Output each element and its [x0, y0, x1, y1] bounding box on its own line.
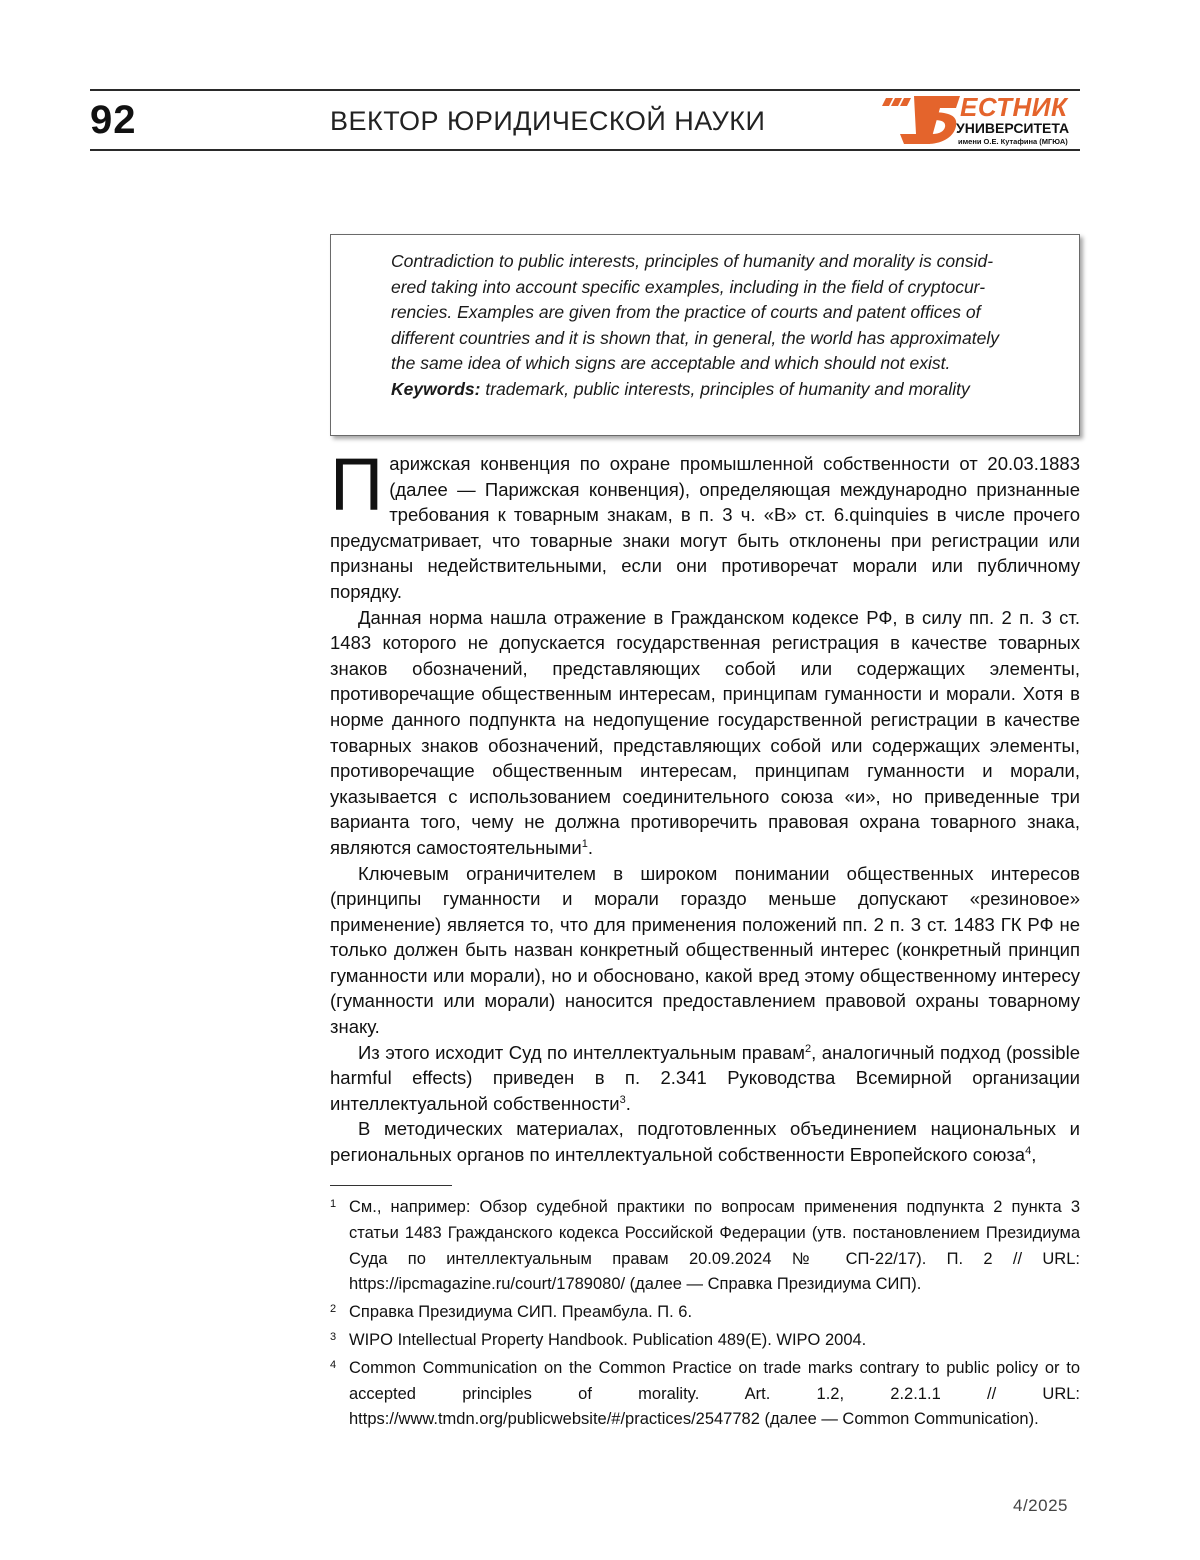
- footnote-number: 2: [330, 1300, 336, 1318]
- paragraph-5-end: ,: [1031, 1144, 1036, 1165]
- abstract-line: the same idea of which signs are acceptable and which should not exist.: [391, 351, 1029, 377]
- footnote-number: 3: [330, 1328, 336, 1346]
- keywords-line: [391, 377, 1029, 403]
- footnote-separator: [330, 1185, 452, 1186]
- page-number: 92: [90, 98, 137, 143]
- drop-cap: П: [330, 453, 383, 517]
- paragraph-2-end: .: [588, 837, 593, 858]
- paragraph-4-text-a: Из этого исходит Суд по интеллектуальным правам: [358, 1042, 805, 1063]
- paragraph-4-text-b: , аналогичный подход (possible harmful effects) приведен в п. 2.341 Руководства Всемирной организации интеллектуальной собственности: [330, 1042, 1080, 1114]
- article-body: [330, 451, 1080, 1168]
- issue-number: 4/2025: [1013, 1496, 1068, 1516]
- footnote: [330, 1328, 1080, 1354]
- header-rule-bottom: [90, 149, 1080, 151]
- footnote-text: Common Communication on the Common Practice on trade marks contrary to public policy or to accepted principles of morality. Art. 1.2, 2.2.1.1 // URL: https://www.tmdn.org/publicwebsite/#/practices/2547782 (далее — Common Communication).: [349, 1359, 1080, 1429]
- footnote: [330, 1195, 1080, 1298]
- footnote: [330, 1356, 1080, 1433]
- abstract-line: ered taking into account specific examples, including in the field of cryptocur-: [391, 275, 1029, 301]
- footnote-ref-2[interactable]: 2: [805, 1043, 811, 1055]
- paragraph-2: [330, 605, 1080, 861]
- paragraph-1-text: арижская конвенция по охране промышленной собственности от 20.03.1883 (далее — Парижская конвенция), определяющая международно признанные требования к товарным знакам, в п. 3 ч. «B» ст. 6.quinquies в числе прочего предусматривает, что товарные знаки могут быть отклонены при регистрации или признаны недействительными, если они противоречат морали или публичному порядку.: [330, 453, 1080, 602]
- paragraph-5-text: В методических материалах, подготовленных объединением национальных и региональных органов по интеллектуальной собственности Европейского союза: [330, 1118, 1080, 1165]
- abstract-line: Contradiction to public interests, principles of humanity and morality is consid-: [391, 249, 1029, 275]
- footnote-text: WIPO Intellectual Property Handbook. Publication 489(E). WIPO 2004.: [349, 1331, 866, 1349]
- paragraph-4-end: .: [626, 1093, 631, 1114]
- abstract-line: rencies. Examples are given from the practice of courts and patent offices of: [391, 300, 1029, 326]
- logo-tagline: имени О.Е. Кутафина (МГЮА): [958, 137, 1068, 146]
- footnote-ref-1[interactable]: 1: [582, 838, 588, 850]
- header-rule-top: [90, 89, 1080, 91]
- footnote-ref-3[interactable]: 3: [620, 1094, 626, 1106]
- logo-v-mark-icon: [880, 94, 964, 148]
- paragraph-5: [330, 1116, 1080, 1167]
- footnote-ref-4[interactable]: 4: [1025, 1145, 1031, 1157]
- footnote: [330, 1300, 1080, 1326]
- logo-subtitle: УНИВЕРСИТЕТА: [956, 120, 1069, 136]
- footnote-number: 1: [330, 1195, 336, 1213]
- logo-title: ЕСТНИК: [960, 92, 1067, 123]
- footnote-number: 4: [330, 1356, 336, 1374]
- paragraph-2-text: Данная норма нашла отражение в Гражданском кодексе РФ, в силу пп. 2 п. 3 ст. 1483 которого не допускается государственная регистрация в качестве товарных знаков обозначений, представляющих собой или содержащих элементы, противоречащие общественным интересам, принципам гуманности и морали. Хотя в норме данного подпункта на недопущение государственной регистрации в качестве товарных знаков обозначений, представляющих собой или содержащих элементы, противоречащие общественным интересам, принципам гуманности и морали, указывается с использованием соединительного союза «и», но приведенные три варианта того, чему не должна противоречить правовая охрана товарного знака, являются самостоятельными: [330, 607, 1080, 858]
- footnote-text: См., например: Обзор судебной практики по вопросам применения подпункта 2 пункта 3 статьи 1483 Гражданского кодекса Российской Федерации (утв. постановлением Президиума Суда по интеллектуальным правам 20.09.2024 № СП-22/17). П. 2 // URL: https://ipcmagazine.ru/court/1789080/ (далее — Справка Президиума СИП).: [349, 1198, 1080, 1293]
- footnote-text: Справка Президиума СИП. Преамбула. П. 6.: [349, 1303, 692, 1321]
- journal-section-title: ВЕКТОР ЮРИДИЧЕСКОЙ НАУКИ: [330, 106, 765, 137]
- footnotes: [330, 1195, 1080, 1435]
- paragraph-4: [330, 1040, 1080, 1117]
- paragraph-3: Ключевым ограничителем в широком понимании общественных интересов (принципы гуманности и морали гораздо меньше допускают «резиновое» применение) является то, что для применения положений пп. 2 п. 3 ст. 1483 ГК РФ не только должен быть назван конкретный общественный интерес (конкретный принцип гуманности или морали), но и обосновано, какой вред этому общественному интересу (гуманности или морали) наносится предоставлением правовой охраны товарному знаку.: [330, 861, 1080, 1040]
- abstract-line: different countries and it is shown that, in general, the world has approximately: [391, 326, 1029, 352]
- keywords-text: trademark, public interests, principles of humanity and morality: [480, 379, 969, 399]
- abstract-box: [330, 234, 1080, 436]
- keywords-label: Keywords:: [391, 379, 480, 399]
- journal-logo: [880, 94, 1080, 148]
- paragraph-1: [330, 451, 1080, 605]
